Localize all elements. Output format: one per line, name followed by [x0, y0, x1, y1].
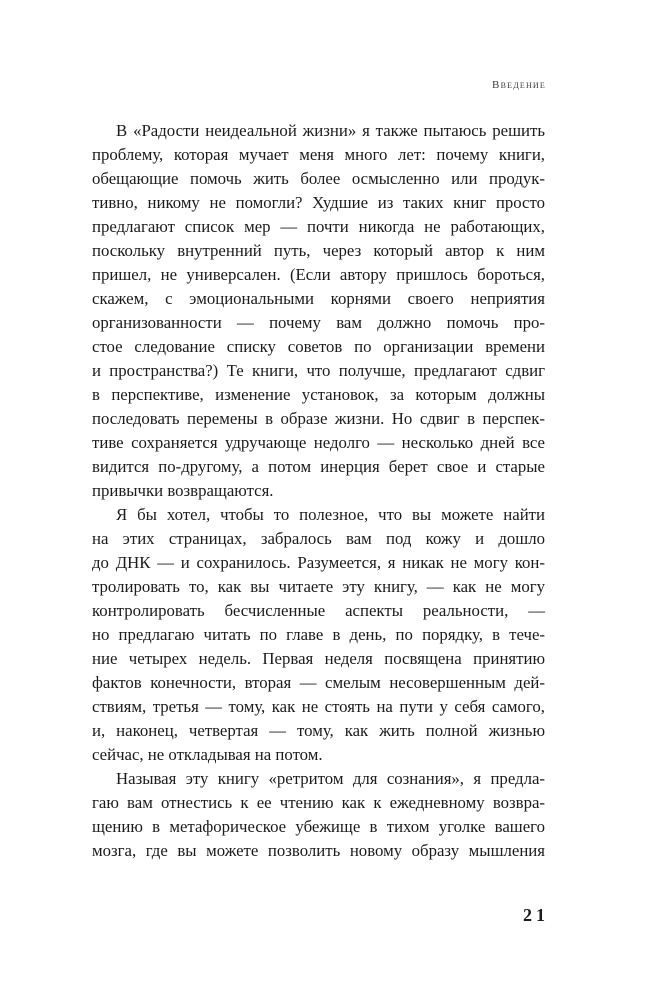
text-line: гаю вам отнестись к ее чтению как к ежедневному возвра- — [92, 793, 545, 812]
text-line: последовать перемены в образе жизни. Но сдвиг в перспек- — [92, 409, 545, 428]
text-line: в перспективе, изменение установок, за которым должны — [92, 385, 545, 404]
paragraph — [92, 503, 545, 767]
text-line: Я бы хотел, чтобы то полезное, что вы можете найти — [116, 505, 545, 524]
text-line: В «Радости неидеальной жизни» я также пытаюсь решить — [116, 121, 545, 140]
text-line: Называя эту книгу «ретритом для сознания», я предла- — [116, 769, 545, 788]
text-line: на этих страницах, забралось вам под кожу и дошло — [92, 529, 545, 548]
text-line: тролировать то, как вы читаете эту книгу, — как не могу — [92, 577, 545, 596]
running-head: Введение — [492, 79, 546, 91]
text-line: мозга, где вы можете позволить новому образу мышления — [92, 841, 545, 860]
text-line: контролировать бесчисленные аспекты реальности, — — [92, 601, 545, 620]
text-line: видится по-другому, а потом инерция берет свое и старые — [92, 457, 545, 476]
text-line: щению в метафорическое убежище в тихом уголке вашего — [92, 817, 545, 836]
text-line: пришел, не универсален. (Если автору пришлось бороться, — [92, 265, 545, 284]
text-line: до ДНК — и сохранилось. Разумеется, я никак не могу кон- — [92, 553, 545, 572]
text-line: стое следование списку советов по организации времени — [92, 337, 545, 356]
text-line: поскольку внутренний путь, через который автор к ним — [92, 241, 545, 260]
text-line: ствиям, третья — тому, как не стоять на пути у себя самого, — [92, 697, 545, 716]
text-line: и пространства?) Те книги, что получше, предлагают сдвиг — [92, 361, 545, 380]
body-text — [92, 119, 545, 863]
text-line: привычки возвращаются. — [92, 481, 274, 500]
text-line: тиве сохраняется удручающе недолго — несколько дней все — [92, 433, 545, 452]
text-line: но предлагаю читать по главе в день, по порядку, в тече- — [92, 625, 545, 644]
text-line: тивно, никому не помогли? Худшие из таких книг просто — [92, 193, 545, 212]
text-line: организованности — почему вам должно помочь про- — [92, 313, 545, 332]
paragraph — [92, 119, 545, 503]
text-line: и, наконец, четвертая — тому, как жить полной жизнью — [92, 721, 545, 740]
text-line: проблему, которая мучает меня много лет: почему книги, — [92, 145, 545, 164]
text-line: ние четырех недель. Первая неделя посвящена принятию — [92, 649, 545, 668]
text-line: скажем, с эмоциональными корнями своего неприятия — [92, 289, 545, 308]
page-number: 21 — [523, 905, 549, 925]
text-line: предлагают список мер — почти никогда не работающих, — [92, 217, 545, 236]
text-line: сейчас, не откладывая на потом. — [92, 745, 323, 764]
text-line: обещающие помочь жить более осмысленно или продук- — [92, 169, 545, 188]
paragraph — [92, 767, 545, 863]
text-line: фактов конечности, вторая — смелым несовершенным дей- — [92, 673, 545, 692]
